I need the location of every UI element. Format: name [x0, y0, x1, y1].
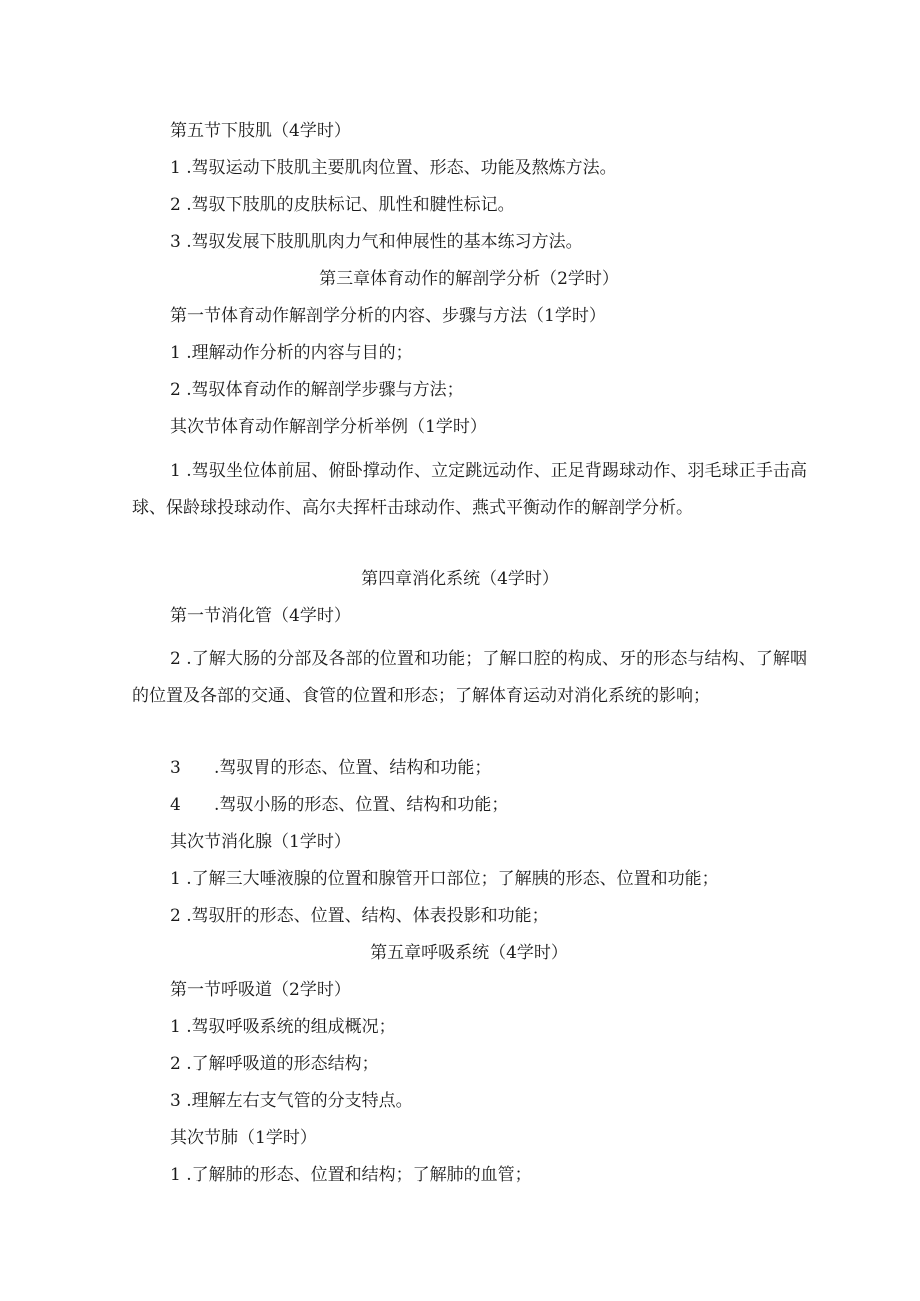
list-item: 3 .驾驭发展下肢肌肌肉力气和伸展性的基本练习方法。	[170, 232, 583, 252]
list-item: 2 .驾驭下肢肌的皮肤标记、肌性和腱性标记。	[170, 195, 515, 215]
list-item-number: 3	[170, 758, 181, 778]
list-item: 2 .驾驭体育动作的解剖学步骤与方法；	[170, 380, 464, 400]
chapter-heading: 第五章呼吸系统（4学时）	[370, 943, 568, 963]
section-heading: 其次节消化腺（1学时）	[170, 832, 351, 852]
section-heading: 其次节肺（1学时）	[170, 1128, 317, 1148]
chapter-heading: 第三章体育动作的解剖学分析（2学时）	[319, 269, 619, 289]
list-item: 2 .驾驭肝的形态、位置、结构、体表投影和功能；	[170, 906, 549, 926]
list-item: 1 .了解肺的形态、位置和结构；了解肺的血管；	[170, 1165, 532, 1185]
list-item-paragraph: 2 .了解大肠的分部及各部的位置和功能；了解口腔的构成、牙的形态与结构、了解咽的位置及各部的交通、食管的位置和形态；了解体育运动对消化系统的影响；	[132, 649, 807, 706]
section-heading: 第一节消化管（4学时）	[170, 606, 351, 626]
section-heading: 第一节体育动作解剖学分析的内容、步骤与方法（1学时）	[170, 306, 606, 326]
list-item-paragraph: 1 .驾驭坐位体前屈、俯卧撑动作、立定跳远动作、正足背踢球动作、羽毛球正手击高球、保龄球投球动作、高尔夫挥杆击球动作、燕式平衡动作的解剖学分析。	[132, 461, 807, 518]
list-item-text: .驾驭胃的形态、位置、结构和功能；	[214, 758, 492, 778]
section-heading: 第一节呼吸道（2学时）	[170, 980, 351, 1000]
list-item: 1 .驾驭呼吸系统的组成概况；	[170, 1017, 396, 1037]
list-item	[170, 794, 508, 816]
list-item-number: 4	[170, 795, 181, 815]
chapter-heading: 第四章消化系统（4学时）	[361, 569, 559, 589]
list-item	[170, 757, 491, 779]
section-heading: 其次节体育动作解剖学分析举例（1学时）	[170, 417, 487, 437]
section-heading: 第五节下肢肌（4学时）	[170, 121, 351, 141]
list-item: 1 .驾驭运动下肢肌主要肌肉位置、形态、功能及熬炼方法。	[170, 158, 617, 178]
list-item: 1 .理解动作分析的内容与目的；	[170, 343, 413, 363]
list-item: 2 .了解呼吸道的形态结构；	[170, 1054, 379, 1074]
list-item: 1 .了解三大唾液腺的位置和腺管开口部位；了解胰的形态、位置和功能；	[170, 869, 719, 889]
list-item: 3 .理解左右支气管的分支特点。	[170, 1091, 413, 1111]
list-item-text: .驾驭小肠的形态、位置、结构和功能；	[214, 795, 509, 815]
